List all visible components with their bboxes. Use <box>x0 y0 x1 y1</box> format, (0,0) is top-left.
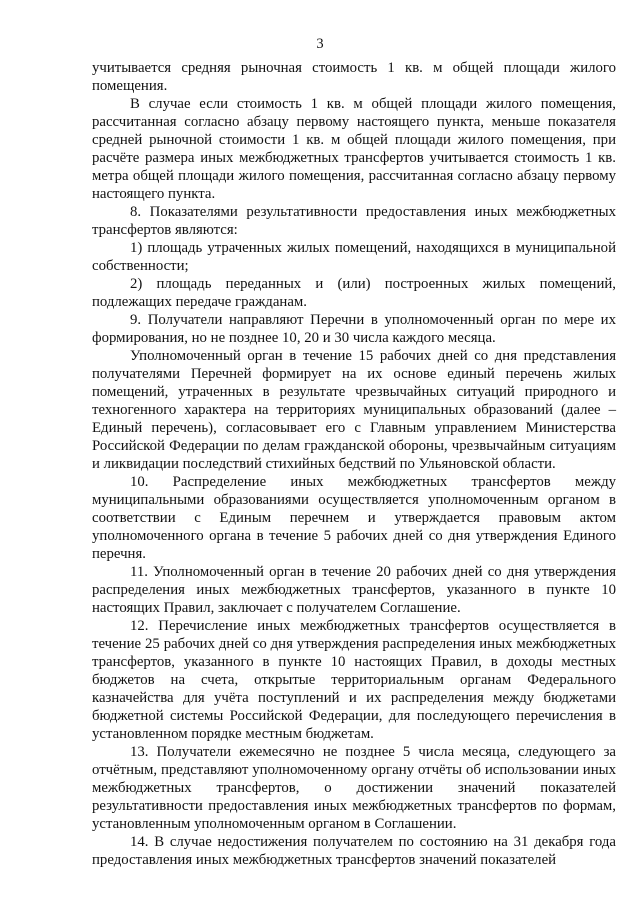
paragraph-item-14: 14. В случае недостижения получателем по состоянию на 31 декабря года предоставления иных межбюджетных трансфертов значений показателей <box>92 834 616 868</box>
paragraph-cost-comparison: В случае если стоимость 1 кв. м общей площади жилого помещения, рассчитанная согласно абзацу первому настоящего пункта, меньше показателя средней рыночной стоимости 1 кв. м общей площади жилого помещения, при расчёте размера иных межбюджетных трансфертов учитывается стоимость 1 кв. метра общей площади жилого помещения, рассчитанная согласно абзацу первому настоящего пункта. <box>92 96 616 202</box>
paragraph-item-11: 11. Уполномоченный орган в течение 20 рабочих дней со дня утверждения распределения иных межбюджетных трансфертов, указанного в пункте 10 настоящих Правил, заключает с получателем Соглашение. <box>92 564 616 616</box>
paragraph-item-13: 13. Получатели ежемесячно не позднее 5 числа месяца, следующего за отчётным, представляют уполномоченному органу отчёты об использовании иных межбюджетных трансфертов, о достижении значений показателей результативности предоставления иных межбюджетных трансфертов по формам, установленным уполномоченным органом в Соглашении. <box>92 744 616 832</box>
paragraph-item-8-sub-1: 1) площадь утраченных жилых помещений, находящихся в муниципальной собственности; <box>92 240 616 274</box>
page-number: 3 <box>316 36 324 52</box>
document-body <box>92 59 616 869</box>
paragraph-item-12: 12. Перечисление иных межбюджетных трансфертов осуществляется в течение 25 рабочих дней со дня утверждения распределения иных межбюджетных трансфертов, указанного в пункте 10 настоящих Правил, в доходы местных бюджетов на счета, открытые территориальным органам Федерального казначейства для учёта поступлений и их распределения между бюджетами бюджетной системы Российской Федерации, для последующего перечисления в установленном порядке местным бюджетам. <box>92 618 616 742</box>
paragraph-item-8-sub-2: 2) площадь переданных и (или) построенных жилых помещений, подлежащих передаче гражданам. <box>92 276 616 310</box>
paragraph-unified-list: Уполномоченный орган в течение 15 рабочих дней со дня представления получателями Перечней формирует на их основе единый перечень жилых помещений, утраченных в результате чрезвычайных ситуаций природного и техногенного характера на территориях муниципальных образований (далее – Единый перечень), согласовывает его с Главным управлением Министерства Российской Федерации по делам гражданской обороны, чрезвычайным ситуациям и ликвидации последствий стихийных бедствий по Ульяновской области. <box>92 348 616 472</box>
paragraph-item-10: 10. Распределение иных межбюджетных трансфертов между муниципальными образованиями осуществляется уполномоченным органом в соответствии с Единым перечнем и утверждается правовым актом уполномоченного органа в течение 5 рабочих дней со дня утверждения Единого перечня. <box>92 474 616 562</box>
paragraph-item-9: 9. Получатели направляют Перечни в уполномоченный орган по мере их формирования, но не позднее 10, 20 и 30 числа каждого месяца. <box>92 312 616 346</box>
paragraph-continuation: учитывается средняя рыночная стоимость 1 кв. м общей площади жилого помещения. <box>92 60 616 94</box>
paragraph-item-8: 8. Показателями результативности предоставления иных межбюджетных трансфертов являются: <box>92 204 616 238</box>
